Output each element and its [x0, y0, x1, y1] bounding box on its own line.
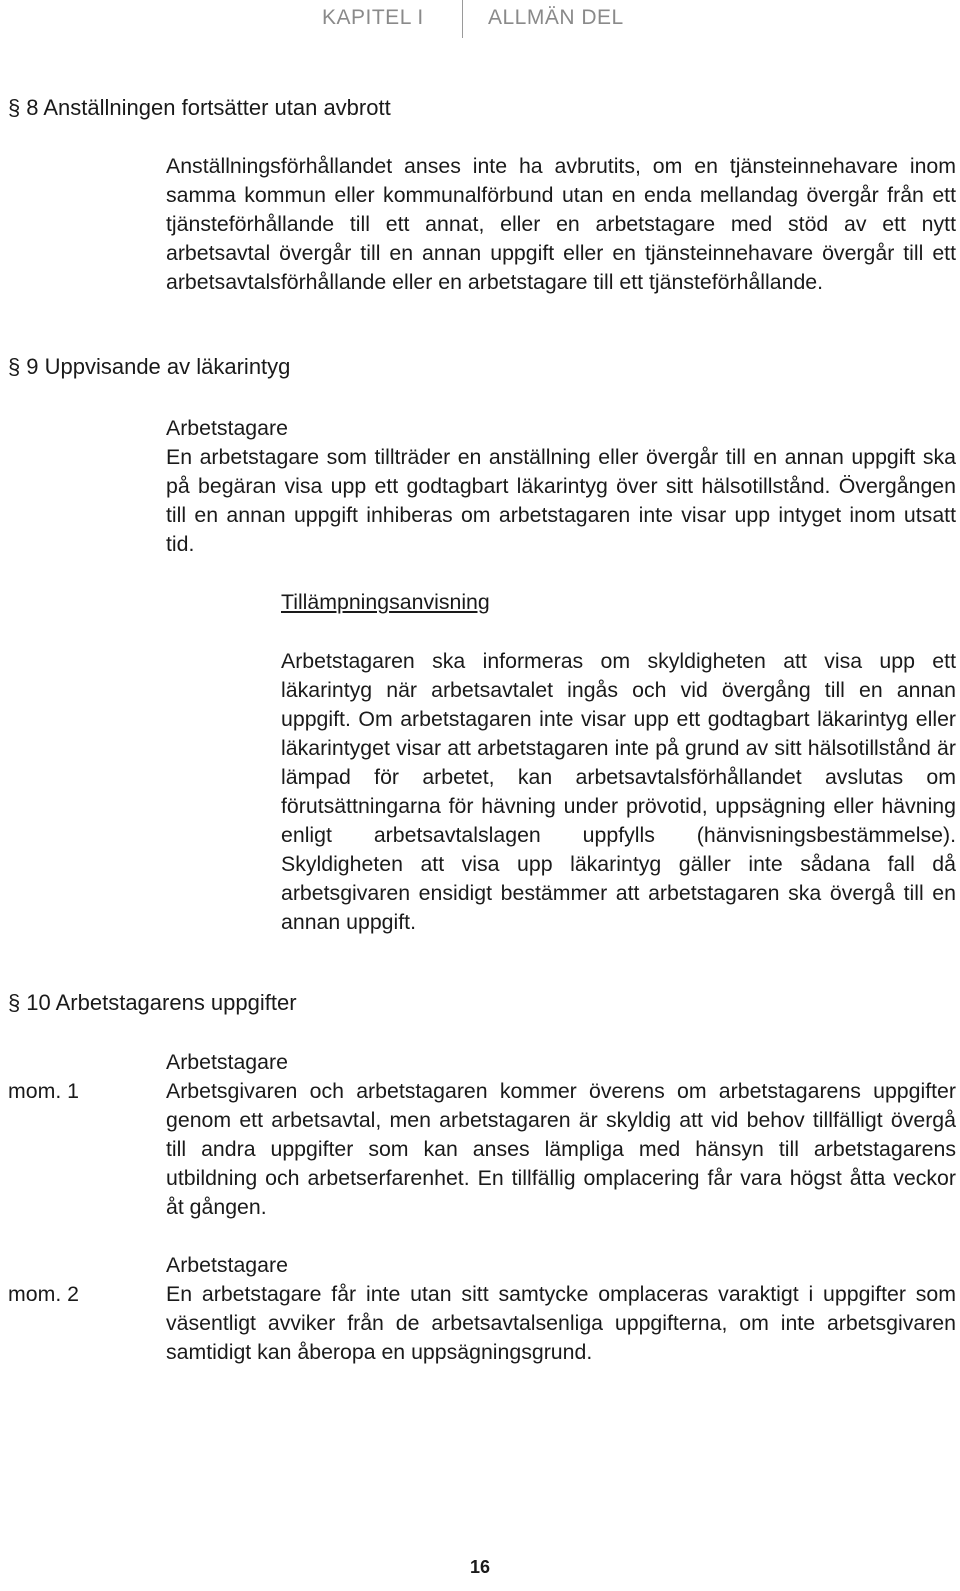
paragraph-symbol: §	[8, 354, 21, 379]
paragraph-symbol: §	[8, 990, 21, 1015]
section-10-title: 10 Arbetstagarens uppgifter	[26, 990, 297, 1015]
mom-1-text: Arbetsgivaren och arbetstagaren kommer överens om arbetstagarens uppgifter genom ett arbetsavtal, men arbetstagaren är skyldig att vid behov tillfälligt övergå till andra uppgifter som kan anses lämpliga med hänsyn till arbetstagarens utbildning och arbetserfarenhet. En tillfällig omplacering får vara högst åtta veckor åt gången.	[166, 1079, 956, 1219]
section-9-body	[166, 414, 956, 559]
section-label: ALLMÄN DEL	[488, 6, 624, 29]
section-9-text: En arbetstagare som tillträder en anställning eller övergår till en annan uppgift ska på begäran visa upp ett godtagbart läkarintyg över sitt hälsotillstånd. Övergången till en annan uppgift inhiberas om arbetstagaren inte visar upp intyget inom utsatt tid.	[166, 445, 956, 556]
mom-2-text: En arbetstagare får inte utan sitt samtycke omplaceras varaktigt i uppgifter som väsentligt avviker från de arbetsavtalsenliga uppgifterna, om inte arbetsgivaren samtidigt kan åberopa en uppsägningsgrund.	[166, 1282, 956, 1364]
mom-2-label: mom. 2	[8, 1282, 80, 1306]
mom-1-label: mom. 1	[8, 1079, 80, 1103]
section-9-heading	[8, 354, 290, 380]
section-9-title: 9 Uppvisande av läkarintyg	[26, 354, 291, 379]
guidance-text: Arbetstagaren ska informeras om skyldigheten att visa upp ett läkarintyg när arbetsavtalet ingås och vid övergång till en annan uppgift. Om arbetstagaren inte visar upp ett godtagbart läkarintyg eller läkarintyget visar att arbetstagaren inte på grund av sitt hälsotillstånd är lämpad för arbetet, kan arbetsavtalsförhållandet avslutas om förutsättningarna för hävning under prövotid, uppsägning eller hävning enligt arbetsavtalslagen uppfylls (hänvisningsbestämmelse). Skyldigheten att visa upp läkarintyg gäller inte sådana fall då arbetsgivaren ensidigt bestämmer att arbetstagaren ska övergå till en annan uppgift.	[281, 649, 956, 934]
guidance-body	[281, 647, 956, 937]
section-8-text: Anställningsförhållandet anses inte ha avbrutits, om en tjänsteinnehavare inom samma kommun eller kommunalförbund utan en enda mellandag övergår från ett tjänsteförhållande till ett annat, eller en arbetstagare med stöd av ett nytt arbetsavtal övergår till en annan uppgift eller en tjänsteinnehavare övergår till ett arbetsavtalsförhållande eller en arbetstagare till ett tjänsteförhållande.	[166, 154, 956, 294]
header-divider	[462, 0, 463, 38]
mom-2-category: Arbetstagare	[166, 1253, 288, 1277]
section-8-title: 8 Anställningen fortsätter utan avbrott	[26, 95, 391, 120]
mom-2-body	[166, 1251, 956, 1367]
mom-1-body	[166, 1048, 956, 1222]
guidance-title: Tillämpningsanvisning	[281, 590, 490, 614]
page-number: 16	[469, 1557, 491, 1577]
chapter-label: KAPITEL I	[322, 6, 424, 29]
paragraph-symbol: §	[8, 95, 21, 120]
section-9-label: Arbetstagare	[166, 416, 288, 440]
section-10-heading	[8, 990, 297, 1016]
section-8-heading	[8, 95, 391, 121]
mom-1-category: Arbetstagare	[166, 1050, 288, 1074]
section-8-body	[166, 152, 956, 297]
